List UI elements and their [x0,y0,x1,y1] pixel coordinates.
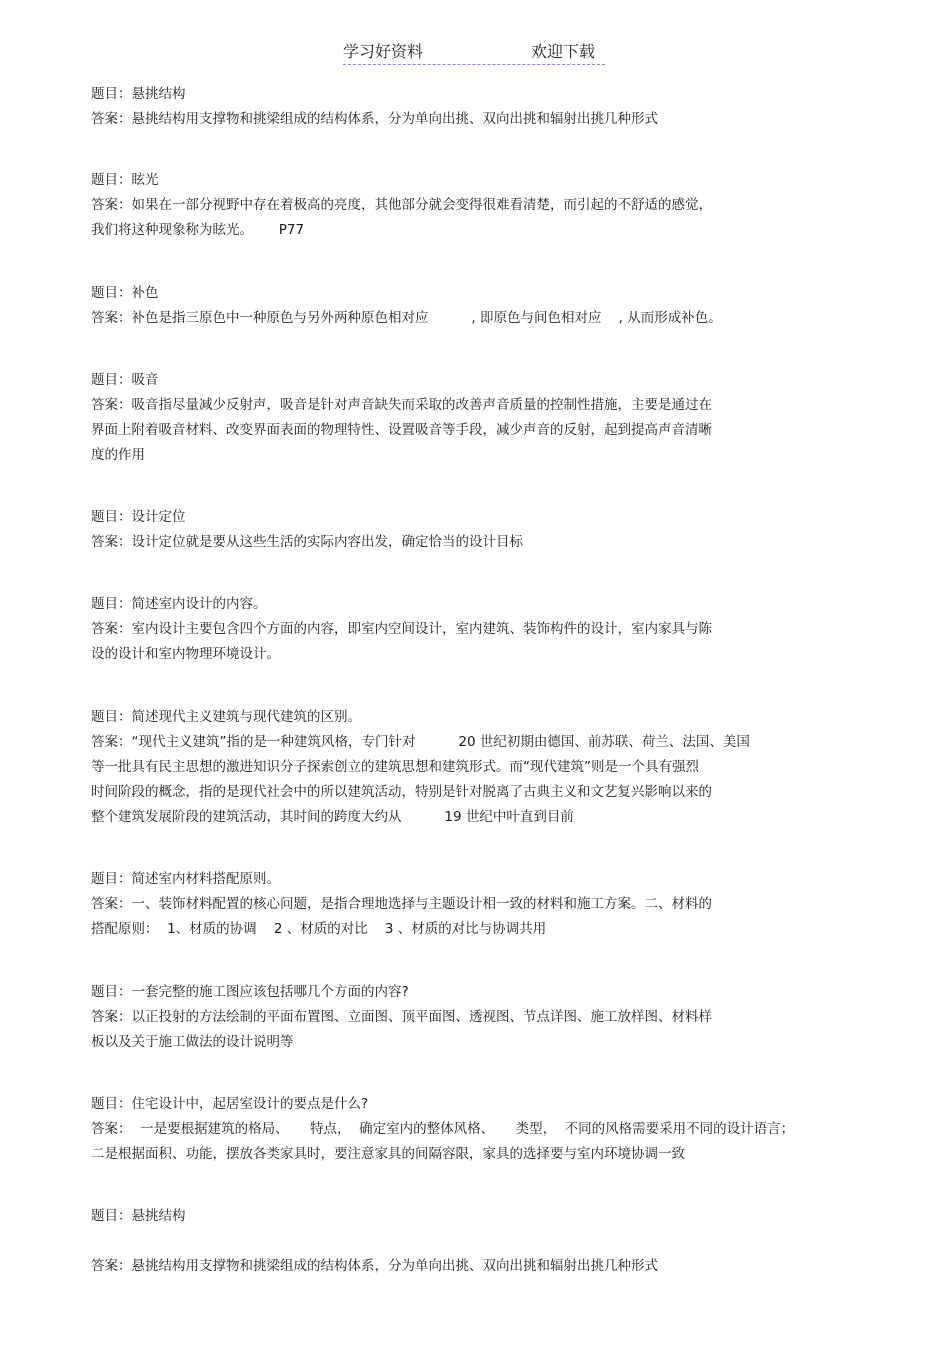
qa-entry [91,1092,871,1167]
question-text: 题目：悬挑结构 [91,1208,186,1224]
answer-line: 我们将这种现象称为眩光。 P77 [91,222,305,238]
answer-line: 答案：“现代主义建筑”指的是一种建筑风格，专门针对 20 世纪初期由德国、前苏联、荷兰、法国、美国 [91,734,750,750]
answer-line: 界面上附着吸音材料、改变界面表面的物理特性、设置吸音等手段，减少声音的反射，起到提高声音清晰 [91,422,712,438]
answer-line: 等一批具有民主思想的激进知识分子探索创立的建筑思想和建筑形式。而“现代建筑”则是一个具有强烈 [91,759,699,775]
question-text: 题目：补色 [91,285,159,301]
qa-entry [91,867,871,942]
question-text: 题目：设计定位 [91,509,186,525]
answer-line: 答案：如果在一部分视野中存在着极高的亮度，其他部分就会变得很难看清楚，而引起的不舒适的感觉， [91,197,712,213]
answer-line: 二是根据面积、功能，摆放各类家具时，要注意家具的间隔容限，家具的选择要与室内环境协调一致 [91,1146,685,1162]
answer-line: 板以及关于施工做法的设计说明等 [91,1034,294,1050]
answer-line: 设的设计和室内物理环境设计。 [91,646,280,662]
qa-entry [91,592,871,667]
qa-entry [91,705,871,830]
qa-entry [91,281,871,331]
answer-line: 度的作用 [91,447,145,463]
question-text: 题目：简述现代主义建筑与现代建筑的区别。 [91,709,361,725]
qa-entry [91,82,871,132]
answer-line: 答案：设计定位就是要从这些生活的实际内容出发，确定恰当的设计目标 [91,534,523,550]
answer-line: 答案：吸音指尽量减少反射声，吸音是针对声音缺失而采取的改善声音质量的控制性措施，主要是通过在 [91,397,712,413]
question-text: 题目：悬挑结构 [91,86,186,102]
answer-line: 搭配原则： 1、材质的协调 2 、材质的对比 3 、材质的对比与协调共用 [91,921,547,937]
answer-line: 答案： 一是要根据建筑的格局、 特点， 确定室内的整体风格、 类型， 不同的风格需要采用不同的设计语言； [91,1121,795,1137]
header-left-text: 学习好资料 [343,42,424,61]
question-text: 题目：吸音 [91,372,159,388]
qa-entry [91,168,871,243]
qa-entry [91,368,871,468]
question-text: 题目：住宅设计中，起居室设计的要点是什么? [91,1096,369,1112]
answer-line: 答案：悬挑结构用支撑物和挑梁组成的结构体系，分为单向出挑、双向出挑和辐射出挑几种形式 [91,1258,658,1274]
answer-line: 时间阶段的概念，指的是现代社会中的所以建筑活动，特别是针对脱离了古典主义和文艺复兴影响以来的 [91,784,712,800]
page-header [343,40,605,65]
answer-line: 答案：以正投射的方法绘制的平面布置图、立面图、顶平面图、透视图、节点详图、施工放样图、材料样 [91,1009,712,1025]
header-right-text: 欢迎下载 [531,42,596,61]
qa-entry [91,505,871,555]
answer-line: 答案：一、装饰材料配置的核心问题，是指合理地选择与主题设计相一致的材料和施工方案。二、材料的 [91,896,712,912]
question-text: 题目：简述室内设计的内容。 [91,596,267,612]
qa-entry [91,1204,871,1279]
answer-line: 答案：室内设计主要包含四个方面的内容，即室内空间设计，室内建筑、装饰构件的设计，室内家具与陈 [91,621,712,637]
answer-line: 答案：悬挑结构用支撑物和挑梁组成的结构体系，分为单向出挑、双向出挑和辐射出挑几种形式 [91,111,658,127]
answer-line: 整个建筑发展阶段的建筑活动，其时间的跨度大约从 19 世纪中叶直到目前 [91,809,574,825]
question-text: 题目：眩光 [91,172,159,188]
question-text: 题目：简述室内材料搭配原则。 [91,871,280,887]
answer-line: 答案：补色是指三原色中一种原色与另外两种原色相对应 , 即原色与间色相对应 , 从而形成补色。 [91,310,722,326]
qa-entry [91,980,871,1055]
question-text: 题目：一套完整的施工图应该包括哪几个方面的内容? [91,984,409,1000]
